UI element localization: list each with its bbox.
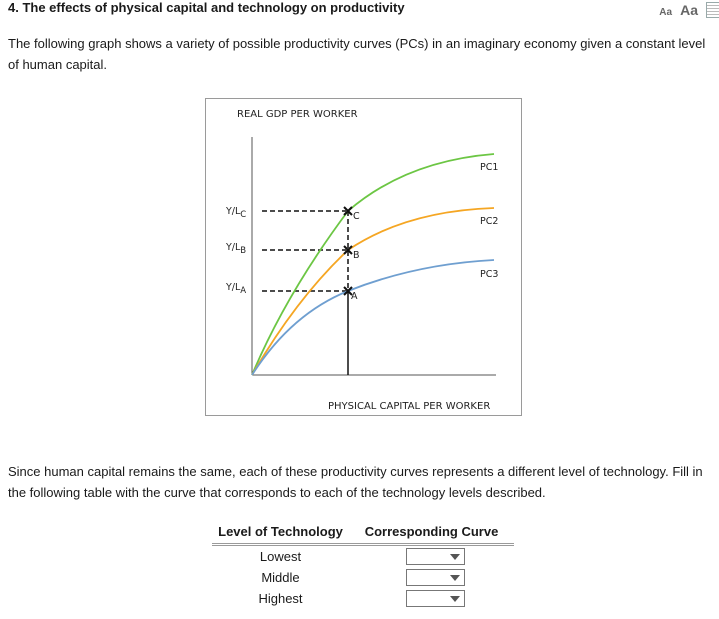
graph-canvas [206,99,523,417]
level-cell: Highest [258,591,303,606]
increase-font-button[interactable]: Aa [680,2,698,18]
curve-label-pc2: PC2 [480,216,499,227]
curve-dropdown-middle[interactable] [406,569,465,586]
curve-label-pc1: PC1 [480,162,499,173]
font-size-controls [659,0,719,18]
chevron-down-icon [450,575,460,581]
chevron-down-icon [450,596,460,602]
point-label-c: C [353,211,360,222]
table-row [212,567,514,588]
decrease-font-button[interactable]: Aa [659,7,673,18]
chevron-down-icon [450,554,460,560]
y-axis-label: REAL GDP PER WORKER [237,109,358,120]
level-cell: Middle [261,570,300,585]
point-label-b: B [353,250,360,261]
x-axis-label: PHYSICAL CAPITAL PER WORKER [328,401,491,412]
table-row [212,545,514,568]
level-cell: Lowest [259,549,302,564]
curve-dropdown-lowest[interactable] [406,548,465,565]
header-level: Level of Technology [212,524,349,545]
curve-pc1 [252,154,494,375]
question-text: Since human capital remains the same, each of these productivity curves represents a different level of technology. Fill in the following table with the curve that corresponds to each of the technology levels described. [8,464,703,500]
point-label-a: A [351,291,358,302]
table-row [212,588,514,609]
intro-text: The following graph shows a variety of possible productivity curves (PCs) in an imaginary economy given a constant level of human capital. [8,36,706,72]
productivity-graph [205,98,522,416]
y-level-a: Y/LA [226,282,247,296]
y-level-b: Y/LB [226,242,247,256]
curve-label-pc3: PC3 [480,269,499,280]
curve-dropdown-highest[interactable] [406,590,465,607]
header-curve: Corresponding Curve [349,524,514,545]
y-level-c: Y/LC [226,206,247,220]
question-heading: 4. The effects of physical capital and technology on productivity [8,0,405,15]
answer-table [212,524,514,609]
document-icon[interactable] [706,2,719,18]
